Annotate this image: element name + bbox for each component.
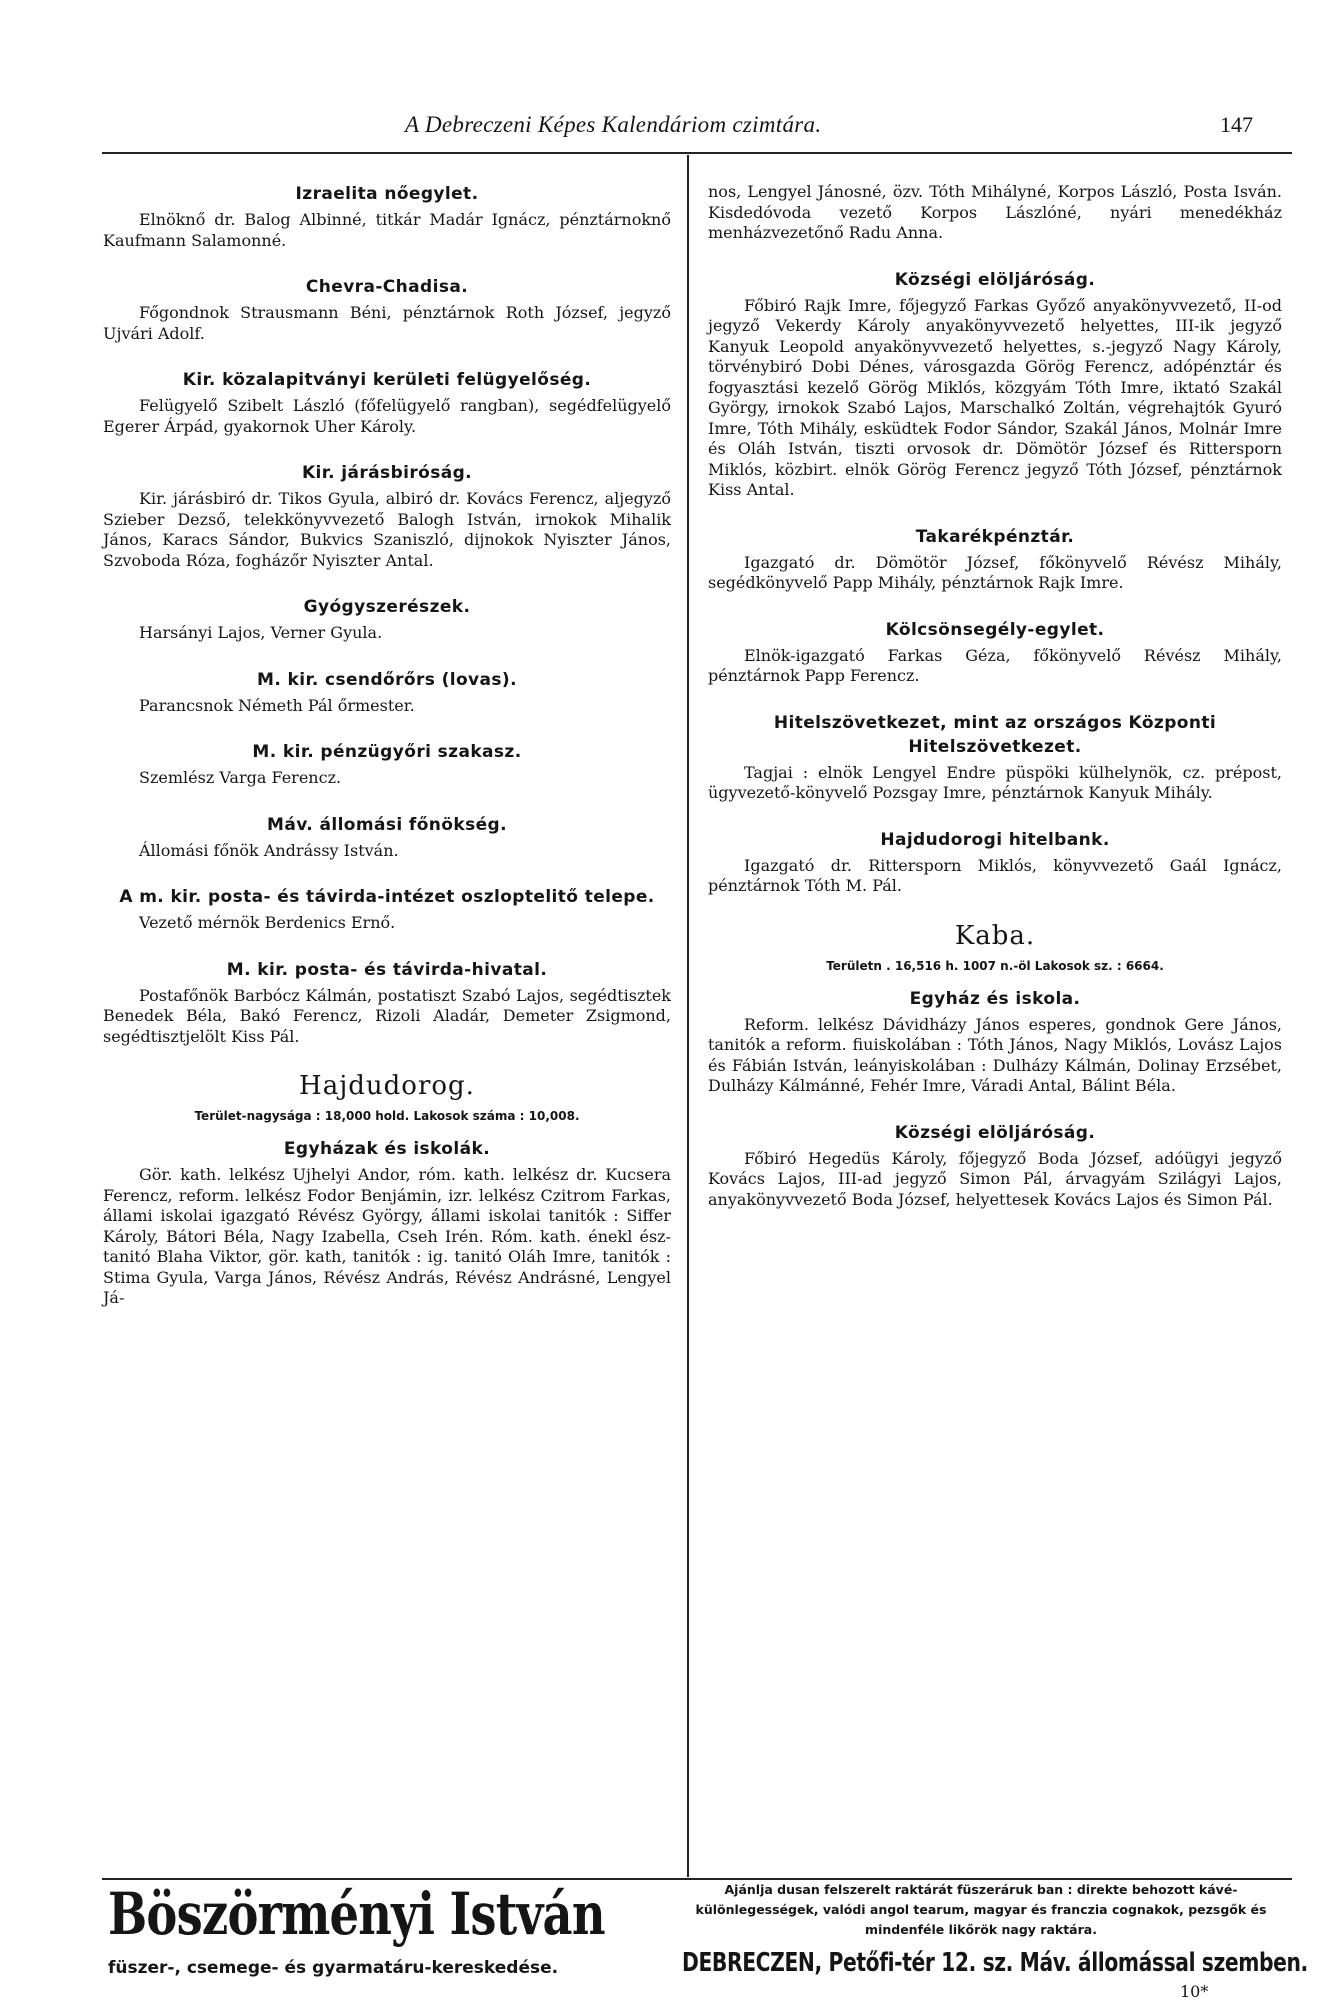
section-heading: M. kir. posta- és távirda-hivatal. — [226, 959, 548, 980]
signature-mark: 10* — [1180, 1982, 1209, 2001]
section-heading: Kir. járásbiróság. — [301, 463, 473, 483]
section-text: Parancsnok Németh Pál őrmester. — [139, 695, 415, 715]
section-heading: Chevra-Chadisa. — [305, 277, 469, 297]
place-title-hajdudorog: Hajdudorog. — [299, 1071, 475, 1101]
page-number: 147 — [1220, 112, 1253, 137]
section-heading: Kölcsönsegély-egylet. — [885, 619, 1105, 640]
section-kozalapitvanyi — [103, 368, 671, 437]
section-egyhazak — [103, 1137, 671, 1309]
section-text: Gör. kath. lelkész Ujhelyi Andor, róm. kath. lelkész dr. Kucsera Ferencz, reform. lelkész Fodor Benjámin, izr. lelkész Czitrom Farkas, állami iskolai igazgató Révész György, állami iskolai tanitók : Siffer Károly, Bátori Béla, Nagy Izabella, Cseh Irén. Róm. kath. énekl ész-tanitó Blaha Viktor, gör. kath, tanitók : ig. tanitó Oláh Imre, tanitók : Stima Gyula, Varga János, Révész András, Révész Andrásné, Lengyel Já- — [103, 1165, 671, 1307]
advertisement-trade: füszer-, csemege- és gyarmatáru-kereskedése. — [108, 1958, 559, 1978]
section-continuation — [708, 182, 1282, 244]
section-heading: Községi elöljáróság. — [894, 269, 1096, 290]
section-jarasbirosag — [103, 461, 671, 571]
place-stats-kaba: Területn . 16,516 h. 1007 n.-öl Lakosok sz. : 6664. — [826, 958, 1164, 973]
column-divider — [687, 155, 689, 1877]
section-mav — [103, 813, 671, 862]
section-csendororS — [103, 668, 671, 717]
section-heading: Egyház és iskola. — [909, 988, 1081, 1009]
place-stats-hajdudorog: Terület-nagysága : 18,000 hold. Lakosok száma : 10,008. — [194, 1109, 580, 1123]
advertisement-address: DEBRECZEN, Petőfi-tér 12. sz. Máv. állomással szemben. — [682, 1948, 1308, 1978]
section-text: Főbiró Rajk Imre, főjegyző Farkas Győző anyakönyvvezető, II-od jegyző Vekerdy Károly anyakönyvvezető helyettes, III-ik jegyző Kanyuk Leopold anyakönyvvezető helyettes, s.-jegyző Nagy Károly, törvénybiró Dobi Dénes, városgazda Görög Ferencz, adópénztár és fogyasztási kezelő Görög Miklós, közgyám Tóth Imre, iktató Szakál György, irnokok Szabó Lajos, Marschalkó Zoltán, végrehajtók Gyuró Imre, Tóth Mihály, esküdtek Fodor Sándor, Szakál János, Molnár Imre és Oláh István, tiszti orvosok dr. Dömötör József és Rittersporn Miklós, közbirt. elnök Görög Ferencz jegyző Tóth József, pénztárnok Kiss Antal. — [708, 295, 1282, 499]
section-heading: Hajdudorogi hitelbank. — [880, 829, 1110, 850]
section-text: Igazgató dr. Dömötör József, főkönyvelő Révész Mihály, segédkönyvelő Papp Mihály, pénztárnok Rajk Imre. — [708, 552, 1282, 592]
continued-text: nos, Lengyel Jánosné, özv. Tóth Mihályné, Korpos László, Posta Isván. Kisdedóvoda vezető Korpos Lászlóné, nyári menedékház menházvezetőnő Radu Anna. — [708, 182, 1282, 242]
section-posta-hivatal — [103, 958, 671, 1048]
section-text: Reform. lelkész Dávidházy János esperes, gondnok Gere János, tanitók a reform. fiuiskolában : Tóth János, Nagy Miklós, Lovász Lajos és Fábián István, leányiskolában : Dulházy Kálmán, Dolinay Erzsébet, Dulházy Kálmánné, Fehér Imre, Váradi Antal, Bálint Béla. — [708, 1014, 1282, 1095]
section-heading: Gyógyszerészek. — [303, 597, 471, 617]
advertisement-blurb: Ajánlja dusan felszerelt raktárát füszeráruk ban : direkte behozott kávé-különlegességek, valódi angol tearum, magyar és franczia cognakok, pezsgők és mindenféle likőrök nagy raktára. — [695, 1882, 1267, 1937]
section-text: Kir. járásbiró dr. Tikos Gyula, albiró dr. Kovács Ferencz, aljegyző Szieber Dezső, telekkönyvvezető Balogh István, irnokok Mihalik János, Karacs Sándor, Bukvics Szaniszló, dijnokok Nyiszter János, Szvoboda Róza, fogházőr Nyiszter Antal. — [103, 489, 671, 570]
section-heading: Községi elöljáróság. — [894, 1122, 1096, 1143]
section-posta-telep — [103, 885, 671, 934]
section-kaba-egyhaz — [708, 987, 1282, 1097]
section-text: Vezető mérnök Berdenics Ernő. — [139, 913, 396, 932]
section-text: Elnöknő dr. Balog Albinné, titkár Madár Ignácz, pénztárnoknő Kaufmann Salamonné. — [103, 210, 671, 250]
section-text: Állomási főnök Andrássy István. — [139, 840, 399, 860]
section-chevra — [103, 275, 671, 344]
section-text: Elnök-igazgató Farkas Géza, főkönyvelő Révész Mihály, pénztárnok Papp Ferencz. — [708, 645, 1282, 685]
section-heading: Máv. állomási főnökség. — [267, 814, 507, 835]
advertisement-merchant-name: Böszörményi István — [108, 1880, 605, 1948]
section-text: Igazgató dr. Rittersporn Miklós, könyvvezető Gaál Ignácz, pénztárnok Tóth M. Pál. — [708, 855, 1282, 895]
section-gyogyszereszek — [103, 595, 671, 644]
section-text: Felügyelő Szibelt László (főfelügyelő rangban), segédfelügyelő Egerer Árpád, gyakornok Uher Károly. — [103, 396, 671, 436]
section-heading: Izraelita nőegylet. — [295, 184, 479, 204]
header-rule — [102, 152, 1292, 154]
section-heading: Hitelszövetkezet, mint az országos Központi Hitelszövetkezet. — [773, 712, 1217, 757]
right-column — [708, 182, 1282, 1234]
section-heading: M. kir. pénzügyőri szakasz. — [252, 742, 522, 762]
section-text: Főbiró Hegedüs Károly, főjegyző Boda József, adóügyi jegyző Kovács Lajos, III-ad jegyző Simon Pál, árvagyám Szilágyi Lajos, anyakönyvvezető Boda József, helyettesek Kovács Lajos és Simon Pál. — [708, 1148, 1282, 1209]
section-kozsegi-hajdudorog — [708, 268, 1282, 501]
left-column — [103, 182, 671, 1333]
section-heading: M. kir. csendőrőrs (lovas). — [257, 669, 517, 690]
section-text: Harsányi Lajos, Verner Gyula. — [139, 623, 383, 642]
section-heading: Egyházak és iskolák. — [283, 1139, 491, 1159]
section-kolcsonsegely — [708, 618, 1282, 687]
place-title-kaba: Kaba. — [954, 920, 1036, 951]
running-header-title: A Debreczeni Képes Kalendáriom czimtára. — [405, 112, 822, 137]
section-text: Szemlész Varga Ferencz. — [139, 768, 342, 787]
section-takarekpenztar — [708, 525, 1282, 594]
section-heading: Takarékpénztár. — [915, 526, 1075, 547]
section-text: Főgondnok Strausmann Béni, pénztárnok Roth József, jegyző Ujvári Adolf. — [103, 303, 671, 343]
section-hitelbank — [708, 828, 1282, 897]
section-text: Tagjai : elnök Lengyel Endre püspöki külhelynök, cz. prépost, ügyvezető-könyvelő Pozsgay Imre, pénztárnok Kanyuk Mihály. — [708, 762, 1282, 802]
section-heading: Kir. közalapitványi kerületi felügyelőség. — [182, 370, 592, 390]
section-text: Postafőnök Barbócz Kálmán, postatiszt Szabó Lajos, segédtisztek Benedek Béla, Bakó Ferencz, Rizoli Aladár, Demeter Zsigmond, segédtisztjelölt Kiss Pál. — [103, 985, 671, 1046]
section-kaba-kozsegi — [708, 1121, 1282, 1211]
section-izraelita — [103, 182, 671, 251]
section-heading: A m. kir. posta- és távirda-intézet oszloptelitő telepe. — [119, 887, 655, 907]
section-penzugyor — [103, 740, 671, 789]
section-hitelszovetkezet — [708, 711, 1282, 804]
